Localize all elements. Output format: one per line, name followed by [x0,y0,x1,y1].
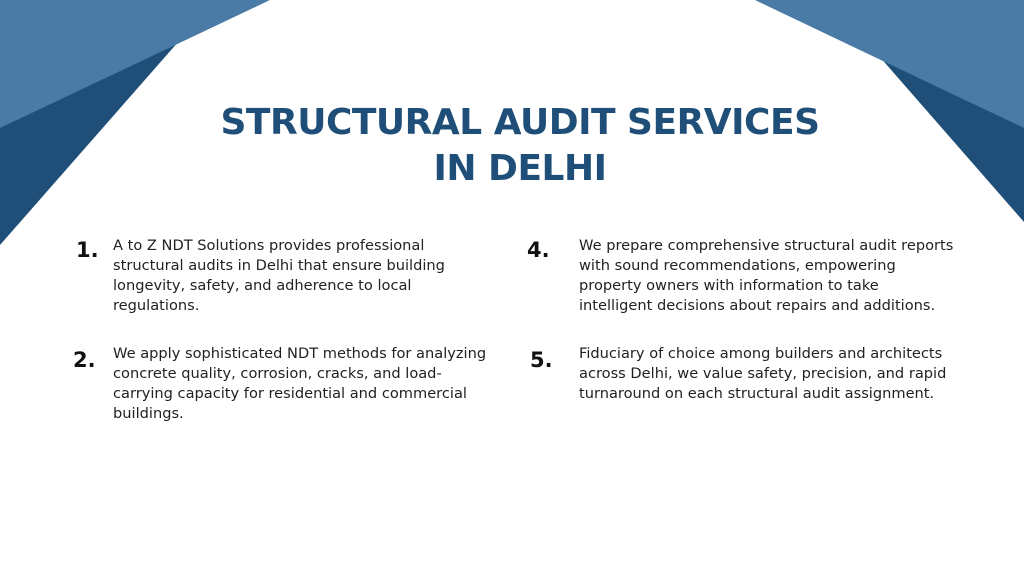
list-item-number: 4. [527,238,550,262]
page-title-line-1: STRUCTURAL AUDIT SERVICES [220,102,820,143]
list-item-text: Fiduciary of choice among builders and architects across Delhi, we value safety, precision, and rapid turnaround on each structural audit assignment. [579,345,947,402]
list-item-number: 5. [530,348,553,372]
list-item-text: We prepare comprehensive structural audit reports with sound recommendations, empowering property owners with information to take intelligent decisions about repairs and additions. [579,237,954,314]
page-title-line-2: IN DELHI [433,148,607,189]
page-title [0,100,1024,192]
list-item-number: 1. [76,238,99,262]
list-item-number: 2. [73,348,96,372]
list-item-text: We apply sophisticated NDT methods for analyzing concrete quality, corrosion, cracks, and load-carrying capacity for residential and commercial buildings. [113,345,487,422]
list-item-text: A to Z NDT Solutions provides professional structural audits in Delhi that ensure building longevity, safety, and adherence to local regulations. [113,237,445,314]
